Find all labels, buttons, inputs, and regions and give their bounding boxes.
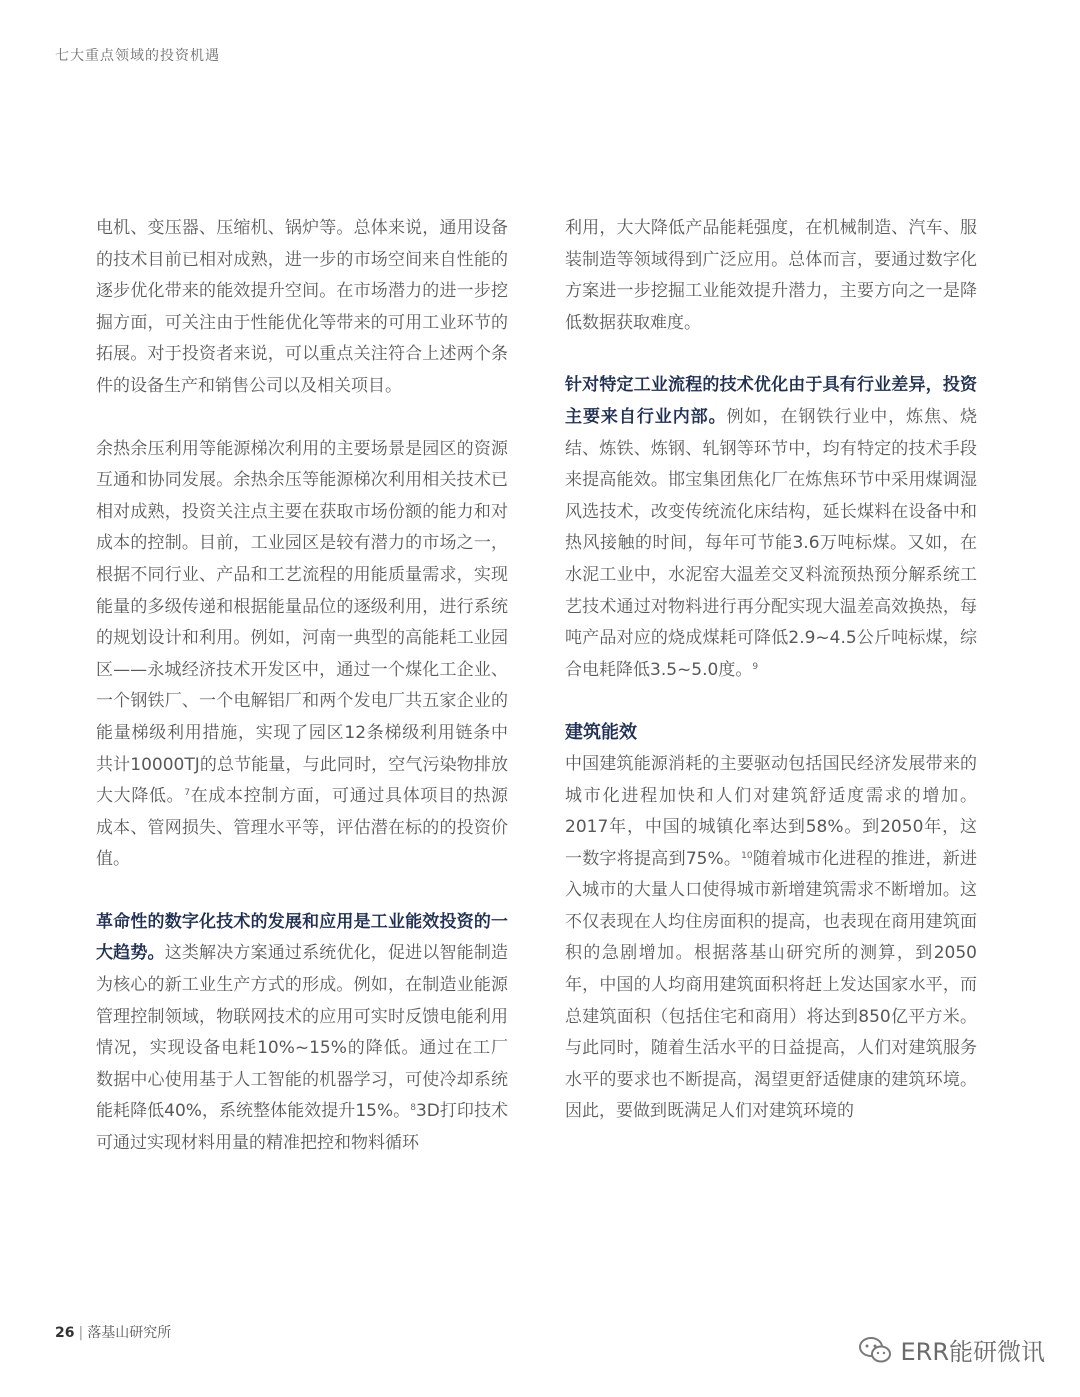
paragraph-text: 例如，在钢铁行业中，炼焦、烧结、炼铁、炼钢、轧钢等环节中，均有特定的技术手段来提高能效。邯宝集团焦化厂在炼焦环节中采用煤调湿风选技术，改变传统流化床结构，延长煤料在设备中和热风接触的时间，每年可节能3.6万吨标煤。又如，在水泥工业中，水泥窑大温差交叉料流预热预分解系统工艺技术通过对物料进行再分配实现大温差高效换热，每吨产品对应的烧成煤耗可降低2.9~4.5公斤吨标煤，综合电耗降低3.5~5.0度。 [565,406,978,680]
footnote-ref[interactable]: 9 [752,661,759,672]
left-column [96,213,508,1160]
paragraph-text: 余热余压利用等能源梯次利用的主要场景是园区的资源互通和协同发展。余热余压等能源梯次利用相关技术已相对成熟，投资关注点主要在获取市场份额的能力和对成本的控制。目前，工业园区是较有潜力的市场之一，根据不同行业、产品和工艺流程的用能质量需求，实现能量的多级传递和根据能量品位的逐级利用，进行系统的规划设计和利用。例如，河南一典型的高能耗工业园区——永城经济技术开发区中，通过一个煤化工企业、一个钢铁厂、一个电解铝厂和两个发电厂共五家企业的能量梯级利用措施，实现了园区12条梯级利用链条中共计10000TJ的总节能量，与此同时，空气污染物排放大大降低。 [96,438,508,807]
paragraph-text: 这类解决方案通过系统优化，促进以智能制造为核心的新工业生产方式的形成。例如，在制造业能源管理控制领域，物联网技术的应用可实时反馈电能利用情况，实现设备电耗10%~15%的降低。通过在工厂数据中心使用基于人工智能的机器学习，可使冷却系统能耗降低40%，系统整体能效提升15%。 [96,943,509,1122]
page-number: 26 [55,1325,75,1341]
paragraph-text: 在成本控制方面，可通过具体项目的热源成本、管网损失、管理水平等，评估潜在标的的投资价值。 [96,786,509,870]
footnote-ref[interactable]: 10 [741,850,753,861]
paragraph-text: 随着城市化进程的推进，新进入城市的大量人口使得城市新增建筑需求不断增加。这不仅表现在人均住房面积的提高，也表现在商用建筑面积的急剧增加。根据落基山研究所的测算，到2050年，中国的人均商用建筑面积将赶上发达国家水平，而总建筑面积（包括住宅和商用）将达到850亿平方米。与此同时，随着生活水平的日益提高，人们对建筑服务水平的要求也不断提高，渴望更舒适健康的建筑环境。因此，要做到既满足人们对建筑环境的 [565,848,977,1122]
watermark-text: ERR能研微讯 [900,1338,1045,1366]
publisher-name: 落基山研究所 [87,1325,172,1341]
footer-separator: | [78,1325,84,1341]
footnote-ref[interactable]: 7 [184,788,191,799]
paragraph [96,434,508,876]
paragraph [565,370,977,686]
paragraph-text: 3D打印技术可通过实现材料用量的精准把控和物料循环 [96,1101,508,1154]
paragraph [96,907,508,1160]
bold-lead: 革命性的数字化技术的发展和应用是工业能效投资的一大趋势。 [96,911,508,964]
footnote-ref[interactable]: 8 [410,1103,416,1114]
paragraph: 电机、变压器、压缩机、锅炉等。总体来说，通用设备的技术目前已相对成熟，进一步的市场空间来自性能的逐步优化带来的能效提升空间。在市场潜力的进一步挖掘方面，可关注由于性能优化等带来的可用工业环节的拓展。对于投资者来说，可以重点关注符合上述两个条件的设备生产和销售公司以及相关项目。 [96,218,508,396]
section-heading: 建筑能效 [565,722,637,744]
running-header: 七大重点领域的投资机遇 [55,48,220,64]
page-footer [55,1322,171,1342]
wechat-icon [858,1335,892,1365]
right-column [565,213,977,1128]
paragraph [565,749,977,1128]
paragraph: 利用，大大降低产品能耗强度，在机械制造、汽车、服装制造等领域得到广泛应用。总体而言，要通过数字化方案进一步挖掘工业能效提升潜力，主要方向之一是降低数据获取难度。 [565,218,977,333]
bold-lead: 针对特定工业流程的技术优化由于具有行业差异，投资主要来自行业内部。 [565,375,977,427]
paragraph-text: 中国建筑能源消耗的主要驱动包括国民经济发展带来的城市化进程加快和人们对建筑舒适度需求的增加。2017年，中国的城镇化率达到58%。到2050年，这一数字将提高到75%。 [565,753,977,869]
watermark [858,1332,1045,1367]
